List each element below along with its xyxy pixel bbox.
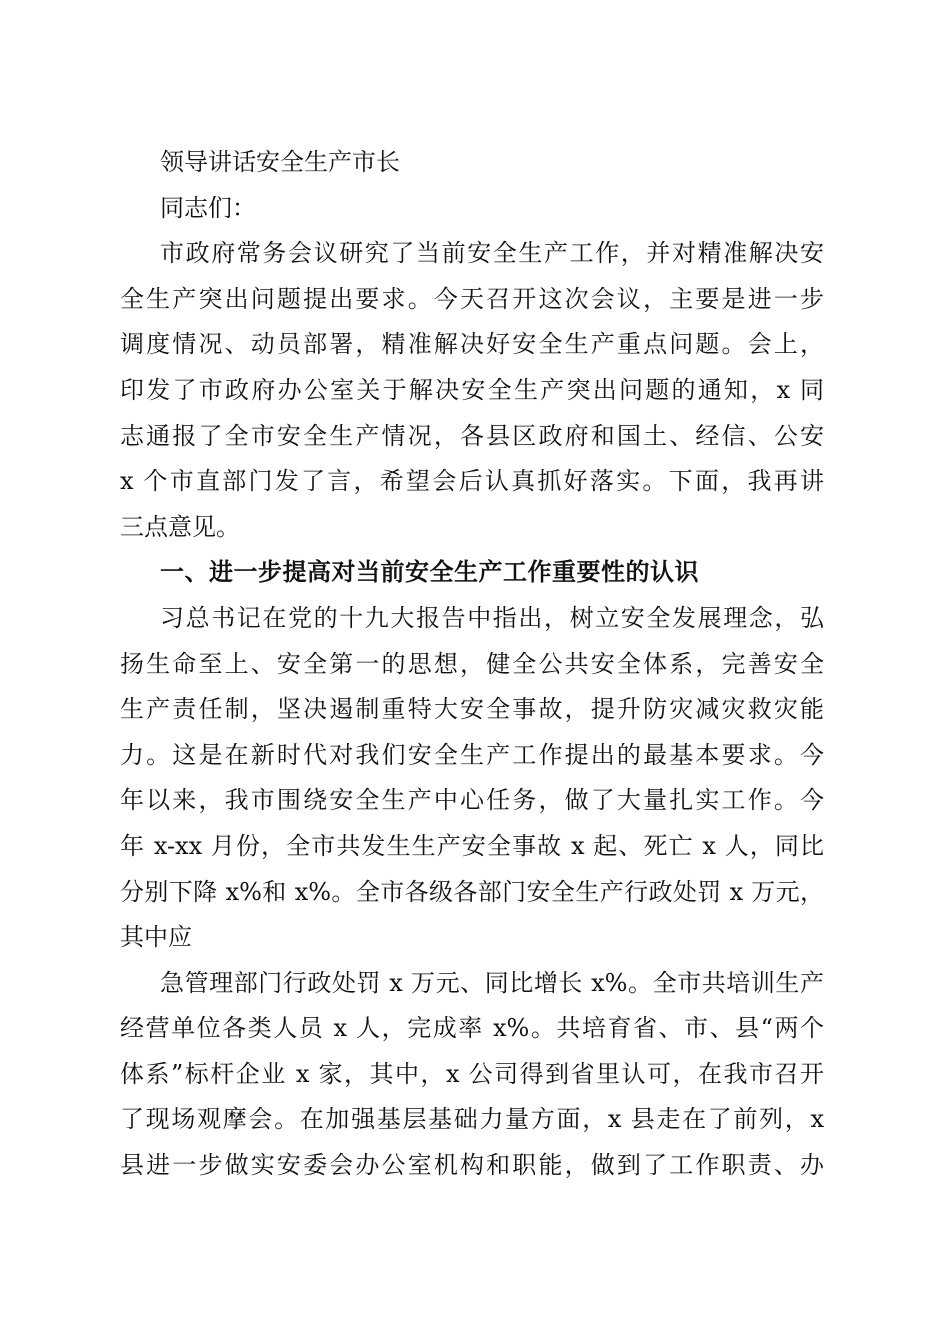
paragraph-section-one: [120, 596, 824, 961]
paragraph-line: 扬生命至上、安全第一的思想，健全公共安全体系，完善安全: [120, 649, 824, 678]
paragraph-line: 急管理部门行政处罚 x 万元、同比增长 x%。全市共培训生产: [160, 968, 824, 997]
paragraph-line: 市政府常务会议研究了当前安全生产工作，并对精准解决安: [160, 239, 824, 268]
paragraph-line: 其中应: [120, 923, 192, 952]
paragraph-line: 分别下降 x%和 x%。全市各级各部门安全生产行政处罚 x 万元，: [120, 877, 824, 906]
paragraph-intro: [120, 231, 824, 550]
paragraph-line: 习总书记在党的十九大报告中指出，树立安全发展理念，弘: [160, 603, 824, 632]
paragraph-continued: [120, 961, 824, 1189]
paragraph-line: 调度情况、动员部署，精准解决好安全生产重点问题。会上，: [120, 330, 824, 359]
paragraph-line: 全生产突出问题提出要求。今天召开这次会议，主要是进一步: [120, 284, 824, 313]
paragraph-line: 县进一步做实安委会办公室机构和职能，做到了工作职责、办: [120, 1151, 824, 1180]
paragraph-line: 力。这是在新时代对我们安全生产工作提出的最基本要求。今: [120, 740, 824, 769]
document-page: [120, 140, 824, 1189]
paragraph-line: 志通报了全市安全生产情况，各县区政府和国土、经信、公安: [120, 421, 824, 450]
paragraph-line: 印发了市政府办公室关于解决安全生产突出问题的通知，x 同: [120, 375, 824, 404]
paragraph-line: 年 x-xx 月份，全市共发生生产安全事故 x 起、死亡 x 人，同比: [120, 831, 824, 860]
paragraph-line: 体系”标杆企业 x 家，其中，x 公司得到省里认可，在我市召开: [120, 1059, 824, 1088]
paragraph-line: x 个市直部门发了言，希望会后认真抓好落实。下面，我再讲: [120, 467, 824, 496]
salutation: 同志们：: [160, 193, 256, 222]
section-heading: 一、进一步提高对当前安全生产工作重要性的认识: [160, 558, 699, 587]
paragraph-line: 生产责任制，坚决遏制重特大安全事故，提升防灾减灾救灾能: [120, 695, 824, 724]
paragraph-line: 经营单位各类人员 x 人，完成率 x%。共培育省、市、县“两个: [120, 1014, 824, 1043]
document-title: 领导讲话安全生产市长: [160, 148, 400, 176]
paragraph-line: 了现场观摩会。在加强基层基础力量方面，x 县走在了前列，x: [120, 1105, 824, 1134]
paragraph-line: 三点意见。: [120, 512, 240, 541]
paragraph-line: 年以来，我市围绕安全生产中心任务，做了大量扎实工作。今: [120, 786, 824, 815]
